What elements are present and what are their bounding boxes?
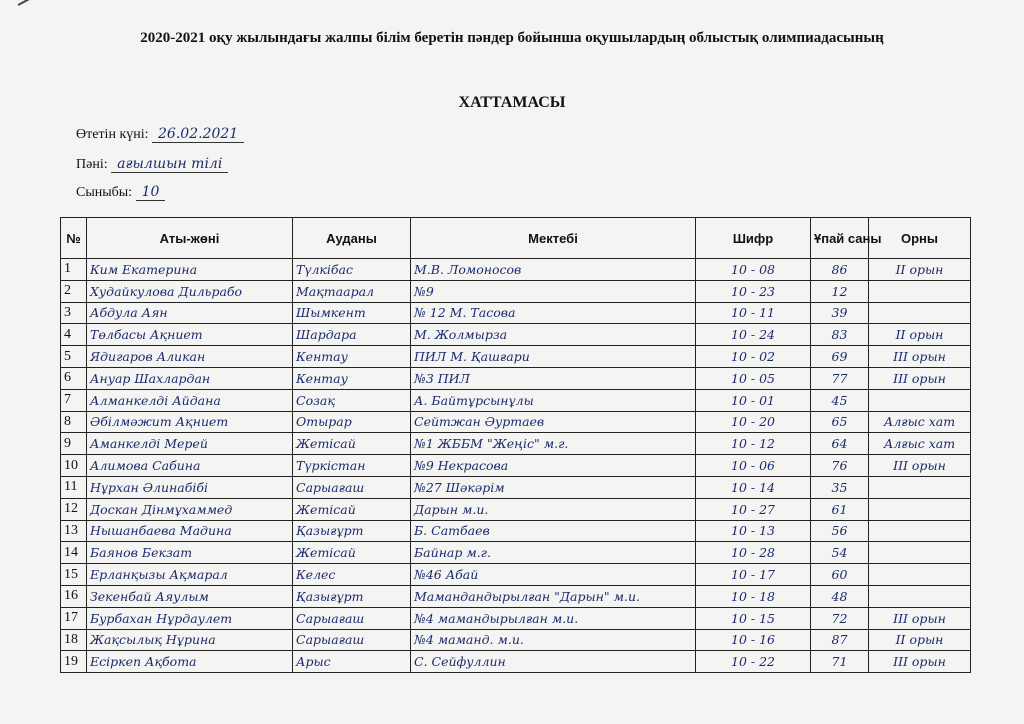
place bbox=[869, 389, 971, 411]
school: М.В. Ломоносов bbox=[411, 259, 696, 281]
student-name: Баянов Бекзат bbox=[87, 542, 293, 564]
student-name: Есіркеп Ақбота bbox=[87, 651, 293, 673]
student-name: Әбілмәжит Ақниет bbox=[87, 411, 293, 433]
row-number: 9 bbox=[61, 433, 87, 455]
district: Сарыағаш bbox=[293, 476, 411, 498]
district: Жетісай bbox=[293, 433, 411, 455]
table-row bbox=[61, 476, 971, 498]
cipher: 10 - 24 bbox=[696, 324, 811, 346]
row-number: 17 bbox=[61, 607, 87, 629]
cipher: 10 - 12 bbox=[696, 433, 811, 455]
score: 64 bbox=[811, 433, 869, 455]
table-row bbox=[61, 520, 971, 542]
school: С. Сейфуллин bbox=[411, 651, 696, 673]
place bbox=[869, 520, 971, 542]
cipher: 10 - 01 bbox=[696, 389, 811, 411]
row-number: 5 bbox=[61, 346, 87, 368]
student-name: Нұрхан Әлинабібі bbox=[87, 476, 293, 498]
score: 56 bbox=[811, 520, 869, 542]
table-row bbox=[61, 433, 971, 455]
place bbox=[869, 542, 971, 564]
cipher: 10 - 20 bbox=[696, 411, 811, 433]
cipher: 10 - 13 bbox=[696, 520, 811, 542]
table-row bbox=[61, 389, 971, 411]
district: Кентау bbox=[293, 367, 411, 389]
place: II орын bbox=[869, 324, 971, 346]
table-row bbox=[61, 607, 971, 629]
district: Сарыағаш bbox=[293, 607, 411, 629]
row-number: 3 bbox=[61, 302, 87, 324]
place bbox=[869, 476, 971, 498]
col-score-header: Ұпай саны bbox=[811, 218, 869, 259]
cipher: 10 - 16 bbox=[696, 629, 811, 651]
student-name: Зекенбай Аяулым bbox=[87, 585, 293, 607]
school: Байнар м.г. bbox=[411, 542, 696, 564]
table-row bbox=[61, 346, 971, 368]
cipher: 10 - 27 bbox=[696, 498, 811, 520]
table-header-row bbox=[61, 218, 971, 259]
table-row bbox=[61, 367, 971, 389]
student-name: Бурбахан Нұрдаулет bbox=[87, 607, 293, 629]
col-number-header: № bbox=[61, 218, 87, 259]
score: 83 bbox=[811, 324, 869, 346]
cipher: 10 - 15 bbox=[696, 607, 811, 629]
cipher: 10 - 18 bbox=[696, 585, 811, 607]
cipher: 10 - 23 bbox=[696, 280, 811, 302]
table-row bbox=[61, 455, 971, 477]
score: 71 bbox=[811, 651, 869, 673]
school: №9 Некрасова bbox=[411, 455, 696, 477]
school: №1 ЖББМ "Жеңіс" м.г. bbox=[411, 433, 696, 455]
student-name: Төлбасы Ақниет bbox=[87, 324, 293, 346]
row-number: 11 bbox=[61, 476, 87, 498]
student-name: Жақсылық Нұрина bbox=[87, 629, 293, 651]
district: Мақтаарал bbox=[293, 280, 411, 302]
cipher: 10 - 28 bbox=[696, 542, 811, 564]
document-subtitle: ХАТТАМАСЫ bbox=[458, 94, 566, 111]
place: III орын bbox=[869, 651, 971, 673]
school: №3 ПИЛ bbox=[411, 367, 696, 389]
school: №4 маманд. м.и. bbox=[411, 629, 696, 651]
place: III орын bbox=[869, 367, 971, 389]
student-name: Худайкулова Дильрабо bbox=[87, 280, 293, 302]
table-row bbox=[61, 324, 971, 346]
student-name: Ерланқызы Ақмарал bbox=[87, 564, 293, 586]
score: 12 bbox=[811, 280, 869, 302]
score: 87 bbox=[811, 629, 869, 651]
district: Жетісай bbox=[293, 498, 411, 520]
score: 76 bbox=[811, 455, 869, 477]
place: III орын bbox=[869, 455, 971, 477]
cipher: 10 - 05 bbox=[696, 367, 811, 389]
score: 39 bbox=[811, 302, 869, 324]
row-number: 19 bbox=[61, 651, 87, 673]
place: III орын bbox=[869, 607, 971, 629]
date-field bbox=[76, 126, 244, 143]
score: 61 bbox=[811, 498, 869, 520]
district: Созақ bbox=[293, 389, 411, 411]
results-table bbox=[60, 217, 971, 673]
district: Қазығұрт bbox=[293, 520, 411, 542]
place bbox=[869, 564, 971, 586]
grade-field bbox=[76, 184, 165, 201]
district: Кентау bbox=[293, 346, 411, 368]
place bbox=[869, 280, 971, 302]
school: М. Жолмырза bbox=[411, 324, 696, 346]
row-number: 10 bbox=[61, 455, 87, 477]
place: III орын bbox=[869, 346, 971, 368]
student-name: Нышанбаева Мадина bbox=[87, 520, 293, 542]
cipher: 10 - 11 bbox=[696, 302, 811, 324]
col-place-header: Орны bbox=[869, 218, 971, 259]
table-row bbox=[61, 585, 971, 607]
cipher: 10 - 08 bbox=[696, 259, 811, 281]
student-name: Алманкелді Айдана bbox=[87, 389, 293, 411]
school: Дарын м.и. bbox=[411, 498, 696, 520]
cipher: 10 - 06 bbox=[696, 455, 811, 477]
grade-value: 10 bbox=[136, 184, 166, 201]
table-row bbox=[61, 280, 971, 302]
col-school-header: Мектебі bbox=[411, 218, 696, 259]
school: №46 Абай bbox=[411, 564, 696, 586]
school: №4 мамандырылған м.и. bbox=[411, 607, 696, 629]
row-number: 8 bbox=[61, 411, 87, 433]
district: Түлкібас bbox=[293, 259, 411, 281]
district: Түркістан bbox=[293, 455, 411, 477]
table-row bbox=[61, 411, 971, 433]
row-number: 14 bbox=[61, 542, 87, 564]
score: 86 bbox=[811, 259, 869, 281]
school: №9 bbox=[411, 280, 696, 302]
district: Жетісай bbox=[293, 542, 411, 564]
row-number: 1 bbox=[61, 259, 87, 281]
student-name: Ануар Шахлардан bbox=[87, 367, 293, 389]
school: ПИЛ М. Қашғари bbox=[411, 346, 696, 368]
district: Шардара bbox=[293, 324, 411, 346]
table-row bbox=[61, 498, 971, 520]
row-number: 18 bbox=[61, 629, 87, 651]
score: 65 bbox=[811, 411, 869, 433]
row-number: 12 bbox=[61, 498, 87, 520]
school: Сейтжан Әуртаев bbox=[411, 411, 696, 433]
document-title: 2020-2021 оқу жылындағы жалпы білім беретін пәндер бойынша оқушылардың облыстық олимпиадасының bbox=[140, 30, 884, 46]
col-name-header: Аты-жөні bbox=[87, 218, 293, 259]
school: Б. Сатбаев bbox=[411, 520, 696, 542]
table-row bbox=[61, 259, 971, 281]
school: А. Байтұрсынұлы bbox=[411, 389, 696, 411]
score: 54 bbox=[811, 542, 869, 564]
cipher: 10 - 22 bbox=[696, 651, 811, 673]
col-code-header: Шифр bbox=[696, 218, 811, 259]
row-number: 16 bbox=[61, 585, 87, 607]
col-district-header: Ауданы bbox=[293, 218, 411, 259]
place: Алғыс хат bbox=[869, 433, 971, 455]
table-row bbox=[61, 542, 971, 564]
row-number: 2 bbox=[61, 280, 87, 302]
score: 48 bbox=[811, 585, 869, 607]
table-row bbox=[61, 564, 971, 586]
student-name: Абдула Аян bbox=[87, 302, 293, 324]
school: № 12 М. Тасова bbox=[411, 302, 696, 324]
place: II орын bbox=[869, 629, 971, 651]
cipher: 10 - 02 bbox=[696, 346, 811, 368]
row-number: 15 bbox=[61, 564, 87, 586]
school: №27 Шәкәрім bbox=[411, 476, 696, 498]
table-row bbox=[61, 651, 971, 673]
student-name: Ядигаров Аликан bbox=[87, 346, 293, 368]
student-name: Аманкелді Мерей bbox=[87, 433, 293, 455]
score: 35 bbox=[811, 476, 869, 498]
date-value: 26.02.2021 bbox=[152, 126, 244, 143]
grade-label: Сыныбы: bbox=[76, 185, 133, 200]
school: Мамандандырылған "Дарын" м.и. bbox=[411, 585, 696, 607]
cipher: 10 - 17 bbox=[696, 564, 811, 586]
score: 72 bbox=[811, 607, 869, 629]
district: Шымкент bbox=[293, 302, 411, 324]
row-number: 4 bbox=[61, 324, 87, 346]
scan-mark bbox=[18, 0, 54, 5]
table-row bbox=[61, 629, 971, 651]
place bbox=[869, 498, 971, 520]
district: Келес bbox=[293, 564, 411, 586]
row-number: 7 bbox=[61, 389, 87, 411]
score: 77 bbox=[811, 367, 869, 389]
place bbox=[869, 302, 971, 324]
place: Алғыс хат bbox=[869, 411, 971, 433]
table-row bbox=[61, 302, 971, 324]
date-label: Өтетін күні: bbox=[76, 127, 149, 142]
subject-label: Пәні: bbox=[76, 157, 108, 172]
student-name: Алимова Сабина bbox=[87, 455, 293, 477]
student-name: Ким Екатерина bbox=[87, 259, 293, 281]
row-number: 6 bbox=[61, 367, 87, 389]
student-name: Доскан Дінмұхаммед bbox=[87, 498, 293, 520]
district: Қазығұрт bbox=[293, 585, 411, 607]
score: 69 bbox=[811, 346, 869, 368]
district: Арыс bbox=[293, 651, 411, 673]
score: 45 bbox=[811, 389, 869, 411]
place bbox=[869, 585, 971, 607]
score: 60 bbox=[811, 564, 869, 586]
subject-value: ағылшын тілі bbox=[111, 156, 228, 173]
row-number: 13 bbox=[61, 520, 87, 542]
subject-field bbox=[76, 156, 228, 173]
cipher: 10 - 14 bbox=[696, 476, 811, 498]
place: II орын bbox=[869, 259, 971, 281]
district: Сарыағаш bbox=[293, 629, 411, 651]
district: Отырар bbox=[293, 411, 411, 433]
